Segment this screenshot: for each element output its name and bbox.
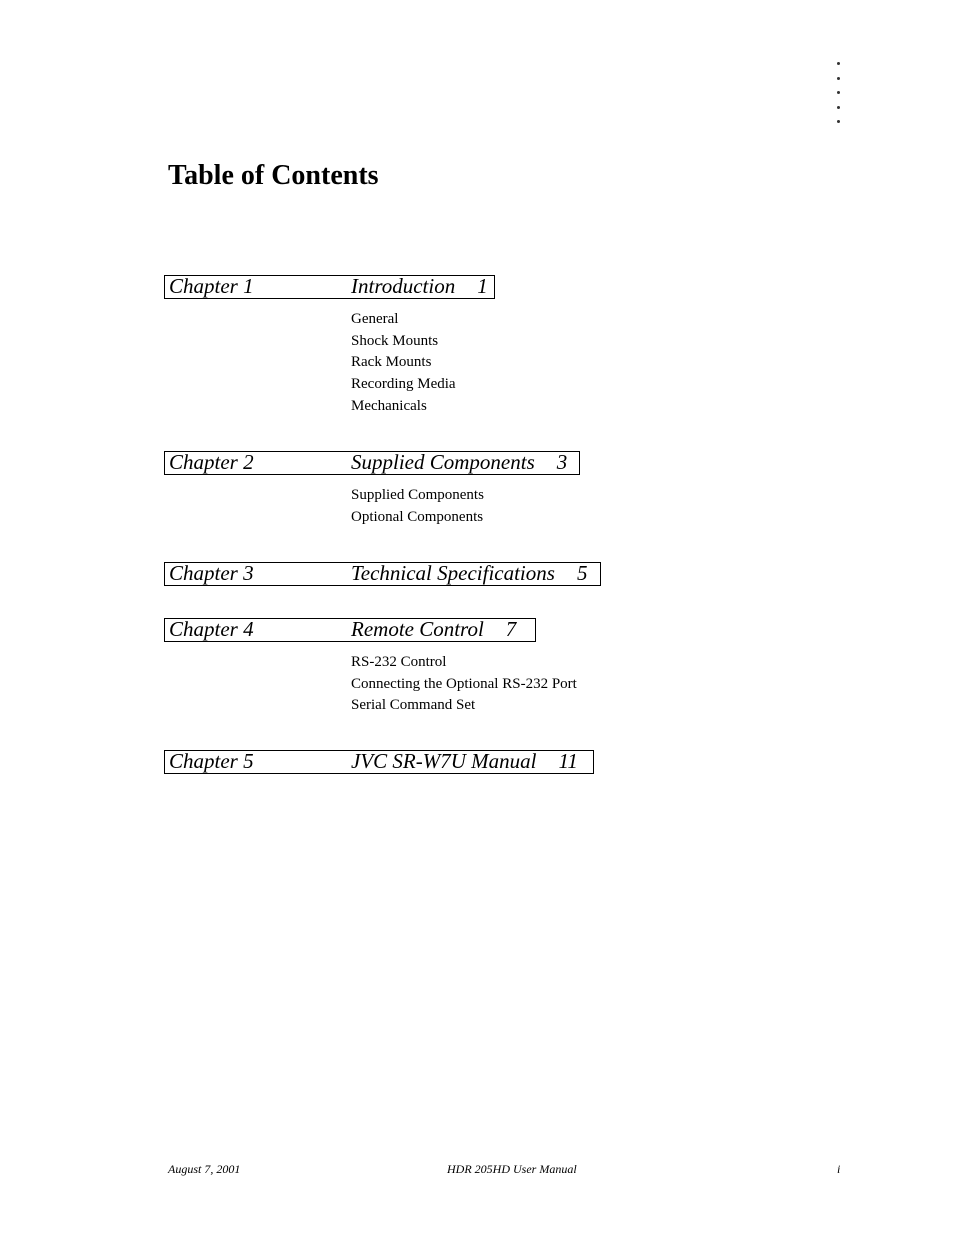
dot — [837, 91, 840, 94]
chapter-page-number: 11 — [558, 749, 578, 773]
chapter-title-text: Supplied Components — [351, 450, 535, 474]
chapter-title — [351, 563, 587, 584]
chapter-label: Chapter 5 — [169, 749, 254, 773]
chapter-heading-4[interactable] — [164, 618, 536, 642]
section-link[interactable]: RS-232 Control — [351, 654, 447, 670]
dot — [837, 120, 840, 123]
chapter-title — [351, 452, 567, 473]
page-title: Table of Contents — [168, 160, 379, 191]
footer-manual-title: HDR 205HD User Manual — [447, 1162, 577, 1176]
chapter-page-number: 1 — [477, 274, 488, 298]
section-link[interactable]: Rack Mounts — [351, 354, 432, 371]
chapter-title-text: Introduction — [351, 274, 456, 298]
dot — [837, 77, 840, 80]
chapter-1-sections — [351, 309, 456, 418]
chapter-title-text: JVC SR-W7U Manual — [351, 749, 537, 773]
chapter-label: Chapter 4 — [169, 617, 254, 641]
section-link[interactable]: Optional Components — [351, 508, 484, 525]
chapter-heading-5[interactable] — [164, 750, 594, 774]
chapter-page-number: 5 — [576, 561, 588, 585]
section-link[interactable]: Recording Media — [351, 376, 456, 393]
chapter-title-text: Remote Control — [351, 617, 484, 641]
section-link[interactable]: General — [351, 311, 399, 327]
chapter-heading-2[interactable] — [164, 451, 580, 475]
dot — [837, 106, 840, 109]
footer-date: August 7, 2001 — [168, 1162, 241, 1176]
chapter-label: Chapter 3 — [169, 561, 254, 585]
margin-dots-decoration — [837, 62, 843, 135]
chapter-label: Chapter 2 — [169, 450, 254, 474]
chapter-heading-3[interactable] — [164, 562, 601, 586]
chapter-page-number: 3 — [556, 450, 568, 474]
section-link[interactable]: Connecting the Optional RS-232 Port — [351, 675, 577, 692]
chapter-heading-1[interactable] — [164, 275, 495, 299]
chapter-2-sections — [351, 485, 484, 528]
chapter-title-text: Technical Specifications — [351, 561, 555, 585]
dot — [837, 62, 840, 65]
chapter-label: Chapter 1 — [169, 274, 254, 298]
footer-page-number: i — [837, 1162, 841, 1176]
chapter-page-number: 7 — [505, 617, 517, 641]
chapter-4-sections — [351, 652, 577, 717]
chapter-title — [351, 751, 578, 772]
section-link[interactable]: Shock Mounts — [351, 332, 439, 349]
section-link[interactable]: Mechanicals — [351, 397, 427, 414]
section-link[interactable]: Supplied Components — [351, 487, 484, 503]
section-link[interactable]: Serial Command Set — [351, 697, 476, 714]
chapter-title — [351, 619, 516, 640]
chapter-title — [351, 276, 488, 297]
